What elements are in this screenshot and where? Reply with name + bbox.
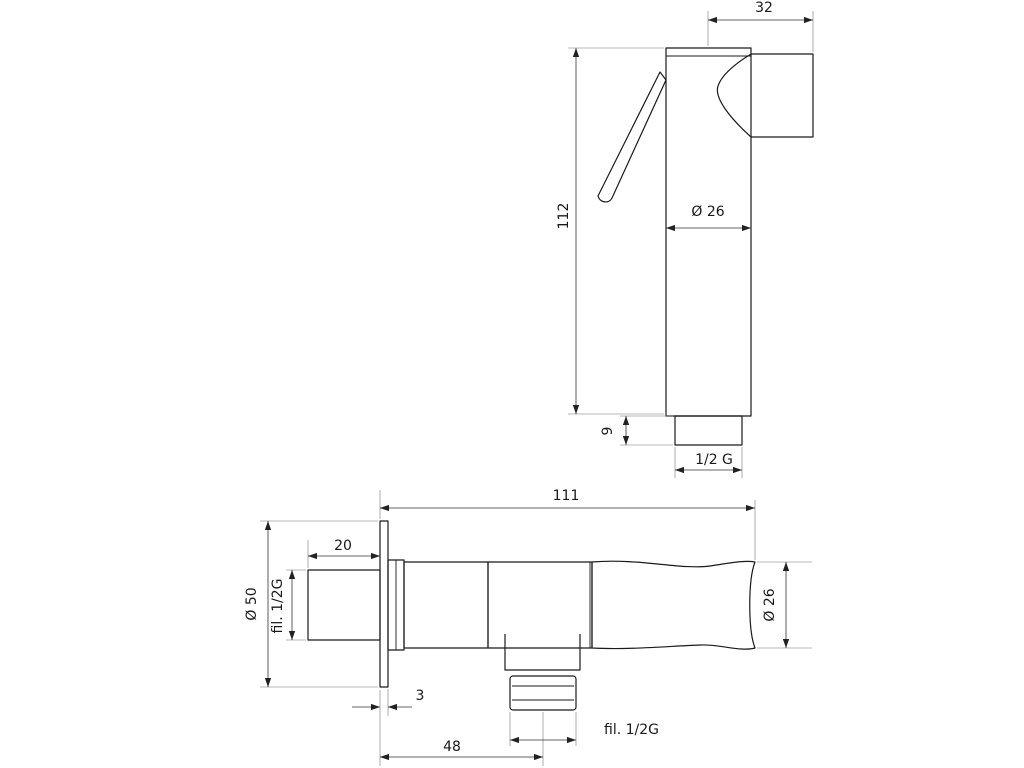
dim-flange-thickness: 3 xyxy=(415,688,425,704)
dim-diameter: Ø 26 xyxy=(691,204,725,220)
valve-handle xyxy=(592,561,755,649)
wall-flange xyxy=(380,521,388,687)
top-view-dimensions xyxy=(556,0,813,478)
valve-view xyxy=(308,521,755,710)
dim-thread-height: 9 xyxy=(600,426,616,436)
dim-width-top: 32 xyxy=(755,0,773,16)
valve-housing xyxy=(488,562,592,648)
shower-head xyxy=(717,54,813,137)
hand-shower-view xyxy=(598,48,813,445)
shower-lever xyxy=(598,72,666,202)
bottom-view-dimensions xyxy=(244,488,812,766)
dim-length: 111 xyxy=(552,488,580,504)
dim-inlet-thread: fil. 1/2G xyxy=(270,578,286,634)
dim-height: 112 xyxy=(556,202,572,230)
dim-inlet-length: 20 xyxy=(334,538,352,554)
outlet-nut xyxy=(510,676,576,710)
dim-thread: 1/2 G xyxy=(695,452,733,468)
outlet-stub xyxy=(505,634,580,670)
shower-body xyxy=(666,48,751,416)
dim-outlet-offset: 48 xyxy=(443,739,461,755)
valve-body xyxy=(404,562,488,648)
dim-body-diameter: Ø 26 xyxy=(762,588,778,622)
shower-thread xyxy=(675,416,742,445)
dim-outlet-thread: fil. 1/2G xyxy=(604,722,659,738)
inlet-thread xyxy=(308,570,380,640)
dim-flange-diameter: Ø 50 xyxy=(244,587,260,621)
